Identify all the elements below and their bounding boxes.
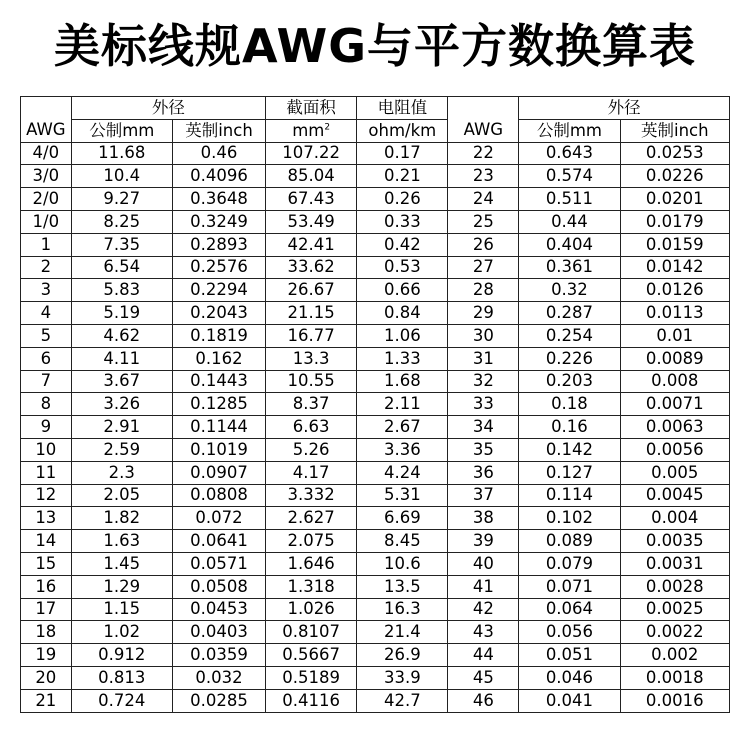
cross-section-cell: 16.77 [266, 324, 357, 347]
awg-cell: 19 [21, 644, 72, 667]
awg-cell: 3/0 [21, 165, 72, 188]
table-row [21, 689, 730, 712]
metric-mm-cell: 0.064 [519, 598, 620, 621]
metric-mm-cell: 2.59 [71, 438, 172, 461]
awg-cell: 4 [21, 302, 72, 325]
imperial-inch-cell: 0.0056 [620, 438, 729, 461]
awg-cell: 22 [448, 142, 519, 165]
awg-cell: 43 [448, 621, 519, 644]
cross-section-cell: 2.627 [266, 507, 357, 530]
metric-mm-cell: 5.19 [71, 302, 172, 325]
header-outer-diameter-left: 外径 [71, 97, 265, 120]
awg-cell: 33 [448, 393, 519, 416]
resistance-cell: 2.11 [357, 393, 448, 416]
header-metric-mm-right: 公制mm [519, 119, 620, 142]
table-row [21, 575, 730, 598]
imperial-inch-cell: 0.0403 [172, 621, 265, 644]
metric-mm-cell: 0.254 [519, 324, 620, 347]
imperial-inch-cell: 0.0571 [172, 552, 265, 575]
table-row [21, 461, 730, 484]
imperial-inch-cell: 0.072 [172, 507, 265, 530]
metric-mm-cell: 0.643 [519, 142, 620, 165]
cross-section-cell: 42.41 [266, 233, 357, 256]
awg-cell: 31 [448, 347, 519, 370]
mm2-unit-text: mm [292, 120, 325, 140]
awg-cell: 27 [448, 256, 519, 279]
cross-section-cell: 85.04 [266, 165, 357, 188]
imperial-inch-cell: 0.0028 [620, 575, 729, 598]
imperial-inch-cell: 0.3648 [172, 188, 265, 211]
resistance-cell: 4.24 [357, 461, 448, 484]
header-imperial-inch-left: 英制inch [172, 119, 265, 142]
resistance-cell: 13.5 [357, 575, 448, 598]
imperial-inch-cell: 0.0285 [172, 689, 265, 712]
metric-mm-cell: 0.102 [519, 507, 620, 530]
header-row-2 [21, 119, 730, 142]
resistance-cell: 0.17 [357, 142, 448, 165]
header-awg-right: AWG [448, 97, 519, 143]
metric-mm-cell: 6.54 [71, 256, 172, 279]
imperial-inch-cell: 0.0453 [172, 598, 265, 621]
cross-section-cell: 13.3 [266, 347, 357, 370]
awg-cell: 17 [21, 598, 72, 621]
awg-cell: 24 [448, 188, 519, 211]
awg-cell: 5 [21, 324, 72, 347]
table-row [21, 416, 730, 439]
imperial-inch-cell: 0.2043 [172, 302, 265, 325]
metric-mm-cell: 0.046 [519, 666, 620, 689]
cross-section-cell: 0.5189 [266, 666, 357, 689]
awg-cell: 18 [21, 621, 72, 644]
metric-mm-cell: 0.404 [519, 233, 620, 256]
metric-mm-cell: 1.82 [71, 507, 172, 530]
awg-cell: 28 [448, 279, 519, 302]
resistance-cell: 6.69 [357, 507, 448, 530]
metric-mm-cell: 0.051 [519, 644, 620, 667]
resistance-cell: 0.66 [357, 279, 448, 302]
metric-mm-cell: 10.4 [71, 165, 172, 188]
metric-mm-cell: 0.079 [519, 552, 620, 575]
imperial-inch-cell: 0.01 [620, 324, 729, 347]
metric-mm-cell: 3.26 [71, 393, 172, 416]
metric-mm-cell: 0.056 [519, 621, 620, 644]
resistance-cell: 3.36 [357, 438, 448, 461]
cross-section-cell: 53.49 [266, 210, 357, 233]
imperial-inch-cell: 0.0253 [620, 142, 729, 165]
table-row [21, 621, 730, 644]
table-row [21, 142, 730, 165]
metric-mm-cell: 1.63 [71, 530, 172, 553]
imperial-inch-cell: 0.3249 [172, 210, 265, 233]
awg-cell: 25 [448, 210, 519, 233]
metric-mm-cell: 0.511 [519, 188, 620, 211]
metric-mm-cell: 0.114 [519, 484, 620, 507]
awg-cell: 2 [21, 256, 72, 279]
awg-cell: 39 [448, 530, 519, 553]
imperial-inch-cell: 0.0089 [620, 347, 729, 370]
imperial-inch-cell: 0.008 [620, 370, 729, 393]
imperial-inch-cell: 0.0226 [620, 165, 729, 188]
cross-section-cell: 4.17 [266, 461, 357, 484]
resistance-cell: 5.31 [357, 484, 448, 507]
cross-section-cell: 33.62 [266, 256, 357, 279]
resistance-cell: 16.3 [357, 598, 448, 621]
cross-section-cell: 107.22 [266, 142, 357, 165]
metric-mm-cell: 0.203 [519, 370, 620, 393]
awg-conversion-table [20, 96, 730, 713]
resistance-cell: 2.67 [357, 416, 448, 439]
awg-cell: 2/0 [21, 188, 72, 211]
imperial-inch-cell: 0.2893 [172, 233, 265, 256]
awg-cell: 23 [448, 165, 519, 188]
header-metric-mm-left: 公制mm [71, 119, 172, 142]
table-row [21, 666, 730, 689]
awg-cell: 1/0 [21, 210, 72, 233]
table-row [21, 530, 730, 553]
cross-section-cell: 26.67 [266, 279, 357, 302]
awg-cell: 1 [21, 233, 72, 256]
awg-cell: 34 [448, 416, 519, 439]
awg-cell: 35 [448, 438, 519, 461]
cross-section-cell: 6.63 [266, 416, 357, 439]
awg-cell: 11 [21, 461, 72, 484]
imperial-inch-cell: 0.0126 [620, 279, 729, 302]
imperial-inch-cell: 0.1019 [172, 438, 265, 461]
metric-mm-cell: 0.574 [519, 165, 620, 188]
awg-cell: 4/0 [21, 142, 72, 165]
table-row [21, 233, 730, 256]
resistance-cell: 1.06 [357, 324, 448, 347]
awg-cell: 14 [21, 530, 72, 553]
awg-cell: 16 [21, 575, 72, 598]
metric-mm-cell: 1.29 [71, 575, 172, 598]
awg-cell: 20 [21, 666, 72, 689]
cross-section-cell: 0.5667 [266, 644, 357, 667]
awg-cell: 46 [448, 689, 519, 712]
metric-mm-cell: 7.35 [71, 233, 172, 256]
table-row [21, 438, 730, 461]
table-row [21, 644, 730, 667]
imperial-inch-cell: 0.0035 [620, 530, 729, 553]
imperial-inch-cell: 0.004 [620, 507, 729, 530]
table-row [21, 279, 730, 302]
metric-mm-cell: 0.32 [519, 279, 620, 302]
imperial-inch-cell: 0.0359 [172, 644, 265, 667]
table-body [21, 97, 730, 713]
header-row-1 [21, 97, 730, 120]
imperial-inch-cell: 0.005 [620, 461, 729, 484]
awg-cell: 8 [21, 393, 72, 416]
imperial-inch-cell: 0.0063 [620, 416, 729, 439]
metric-mm-cell: 0.44 [519, 210, 620, 233]
metric-mm-cell: 1.45 [71, 552, 172, 575]
table-row [21, 507, 730, 530]
awg-cell: 10 [21, 438, 72, 461]
imperial-inch-cell: 0.002 [620, 644, 729, 667]
imperial-inch-cell: 0.1285 [172, 393, 265, 416]
header-outer-diameter-right: 外径 [519, 97, 730, 120]
resistance-cell: 10.6 [357, 552, 448, 575]
cross-section-cell: 0.8107 [266, 621, 357, 644]
resistance-cell: 0.26 [357, 188, 448, 211]
cross-section-cell: 10.55 [266, 370, 357, 393]
cross-section-cell: 5.26 [266, 438, 357, 461]
cross-section-cell: 21.15 [266, 302, 357, 325]
cross-section-cell: 1.646 [266, 552, 357, 575]
awg-cell: 45 [448, 666, 519, 689]
imperial-inch-cell: 0.0201 [620, 188, 729, 211]
cross-section-cell: 67.43 [266, 188, 357, 211]
resistance-cell: 21.4 [357, 621, 448, 644]
awg-cell: 26 [448, 233, 519, 256]
imperial-inch-cell: 0.162 [172, 347, 265, 370]
metric-mm-cell: 8.25 [71, 210, 172, 233]
resistance-cell: 1.33 [357, 347, 448, 370]
imperial-inch-cell: 0.032 [172, 666, 265, 689]
metric-mm-cell: 0.089 [519, 530, 620, 553]
cross-section-cell: 8.37 [266, 393, 357, 416]
metric-mm-cell: 0.724 [71, 689, 172, 712]
imperial-inch-cell: 0.0113 [620, 302, 729, 325]
metric-mm-cell: 11.68 [71, 142, 172, 165]
metric-mm-cell: 0.127 [519, 461, 620, 484]
resistance-cell: 8.45 [357, 530, 448, 553]
metric-mm-cell: 5.83 [71, 279, 172, 302]
awg-cell: 37 [448, 484, 519, 507]
awg-cell: 21 [21, 689, 72, 712]
metric-mm-cell: 1.02 [71, 621, 172, 644]
metric-mm-cell: 9.27 [71, 188, 172, 211]
imperial-inch-cell: 0.0159 [620, 233, 729, 256]
metric-mm-cell: 4.62 [71, 324, 172, 347]
awg-cell: 9 [21, 416, 72, 439]
imperial-inch-cell: 0.0016 [620, 689, 729, 712]
cross-section-cell: 0.4116 [266, 689, 357, 712]
table-row [21, 347, 730, 370]
awg-cell: 32 [448, 370, 519, 393]
imperial-inch-cell: 0.4096 [172, 165, 265, 188]
header-resistance: 电阻值 [357, 97, 448, 120]
resistance-cell: 26.9 [357, 644, 448, 667]
awg-cell: 44 [448, 644, 519, 667]
cross-section-cell: 3.332 [266, 484, 357, 507]
metric-mm-cell: 0.912 [71, 644, 172, 667]
metric-mm-cell: 0.813 [71, 666, 172, 689]
metric-mm-cell: 0.18 [519, 393, 620, 416]
table-row [21, 370, 730, 393]
metric-mm-cell: 0.226 [519, 347, 620, 370]
metric-mm-cell: 2.05 [71, 484, 172, 507]
awg-cell: 42 [448, 598, 519, 621]
metric-mm-cell: 2.3 [71, 461, 172, 484]
table-row [21, 302, 730, 325]
imperial-inch-cell: 0.0018 [620, 666, 729, 689]
imperial-inch-cell: 0.0025 [620, 598, 729, 621]
imperial-inch-cell: 0.0179 [620, 210, 729, 233]
header-ohm-unit: ohm/km [357, 119, 448, 142]
imperial-inch-cell: 0.46 [172, 142, 265, 165]
imperial-inch-cell: 0.0641 [172, 530, 265, 553]
metric-mm-cell: 0.142 [519, 438, 620, 461]
imperial-inch-cell: 0.0808 [172, 484, 265, 507]
resistance-cell: 0.33 [357, 210, 448, 233]
resistance-cell: 0.53 [357, 256, 448, 279]
awg-cell: 7 [21, 370, 72, 393]
imperial-inch-cell: 0.1819 [172, 324, 265, 347]
imperial-inch-cell: 0.0142 [620, 256, 729, 279]
table-row [21, 484, 730, 507]
metric-mm-cell: 0.287 [519, 302, 620, 325]
awg-cell: 30 [448, 324, 519, 347]
table-row [21, 393, 730, 416]
imperial-inch-cell: 0.0071 [620, 393, 729, 416]
metric-mm-cell: 3.67 [71, 370, 172, 393]
awg-cell: 36 [448, 461, 519, 484]
table-row [21, 324, 730, 347]
metric-mm-cell: 1.15 [71, 598, 172, 621]
table-row [21, 210, 730, 233]
awg-cell: 6 [21, 347, 72, 370]
awg-cell: 41 [448, 575, 519, 598]
resistance-cell: 0.84 [357, 302, 448, 325]
table-row [21, 188, 730, 211]
imperial-inch-cell: 0.0907 [172, 461, 265, 484]
header-imperial-inch-right: 英制inch [620, 119, 729, 142]
awg-cell: 38 [448, 507, 519, 530]
awg-cell: 29 [448, 302, 519, 325]
mm2-superscript: 2 [324, 122, 331, 133]
header-cross-section: 截面积 [266, 97, 357, 120]
resistance-cell: 1.68 [357, 370, 448, 393]
cross-section-cell: 1.318 [266, 575, 357, 598]
cross-section-cell: 1.026 [266, 598, 357, 621]
imperial-inch-cell: 0.0022 [620, 621, 729, 644]
metric-mm-cell: 0.071 [519, 575, 620, 598]
imperial-inch-cell: 0.1144 [172, 416, 265, 439]
metric-mm-cell: 0.361 [519, 256, 620, 279]
metric-mm-cell: 0.16 [519, 416, 620, 439]
table-row [21, 165, 730, 188]
cross-section-cell: 2.075 [266, 530, 357, 553]
page-title: 美标线规AWG与平方数换算表 [53, 19, 697, 73]
metric-mm-cell: 0.041 [519, 689, 620, 712]
awg-cell: 3 [21, 279, 72, 302]
table-row [21, 552, 730, 575]
table-row [21, 598, 730, 621]
imperial-inch-cell: 0.0031 [620, 552, 729, 575]
resistance-cell: 0.21 [357, 165, 448, 188]
resistance-cell: 0.42 [357, 233, 448, 256]
imperial-inch-cell: 0.2294 [172, 279, 265, 302]
awg-cell: 12 [21, 484, 72, 507]
awg-cell: 13 [21, 507, 72, 530]
imperial-inch-cell: 0.1443 [172, 370, 265, 393]
metric-mm-cell: 2.91 [71, 416, 172, 439]
resistance-cell: 42.7 [357, 689, 448, 712]
resistance-cell: 33.9 [357, 666, 448, 689]
imperial-inch-cell: 0.0508 [172, 575, 265, 598]
metric-mm-cell: 4.11 [71, 347, 172, 370]
imperial-inch-cell: 0.0045 [620, 484, 729, 507]
table-row [21, 256, 730, 279]
header-mm2-unit [266, 119, 357, 142]
imperial-inch-cell: 0.2576 [172, 256, 265, 279]
header-awg-left: AWG [21, 97, 72, 143]
awg-cell: 40 [448, 552, 519, 575]
awg-cell: 15 [21, 552, 72, 575]
